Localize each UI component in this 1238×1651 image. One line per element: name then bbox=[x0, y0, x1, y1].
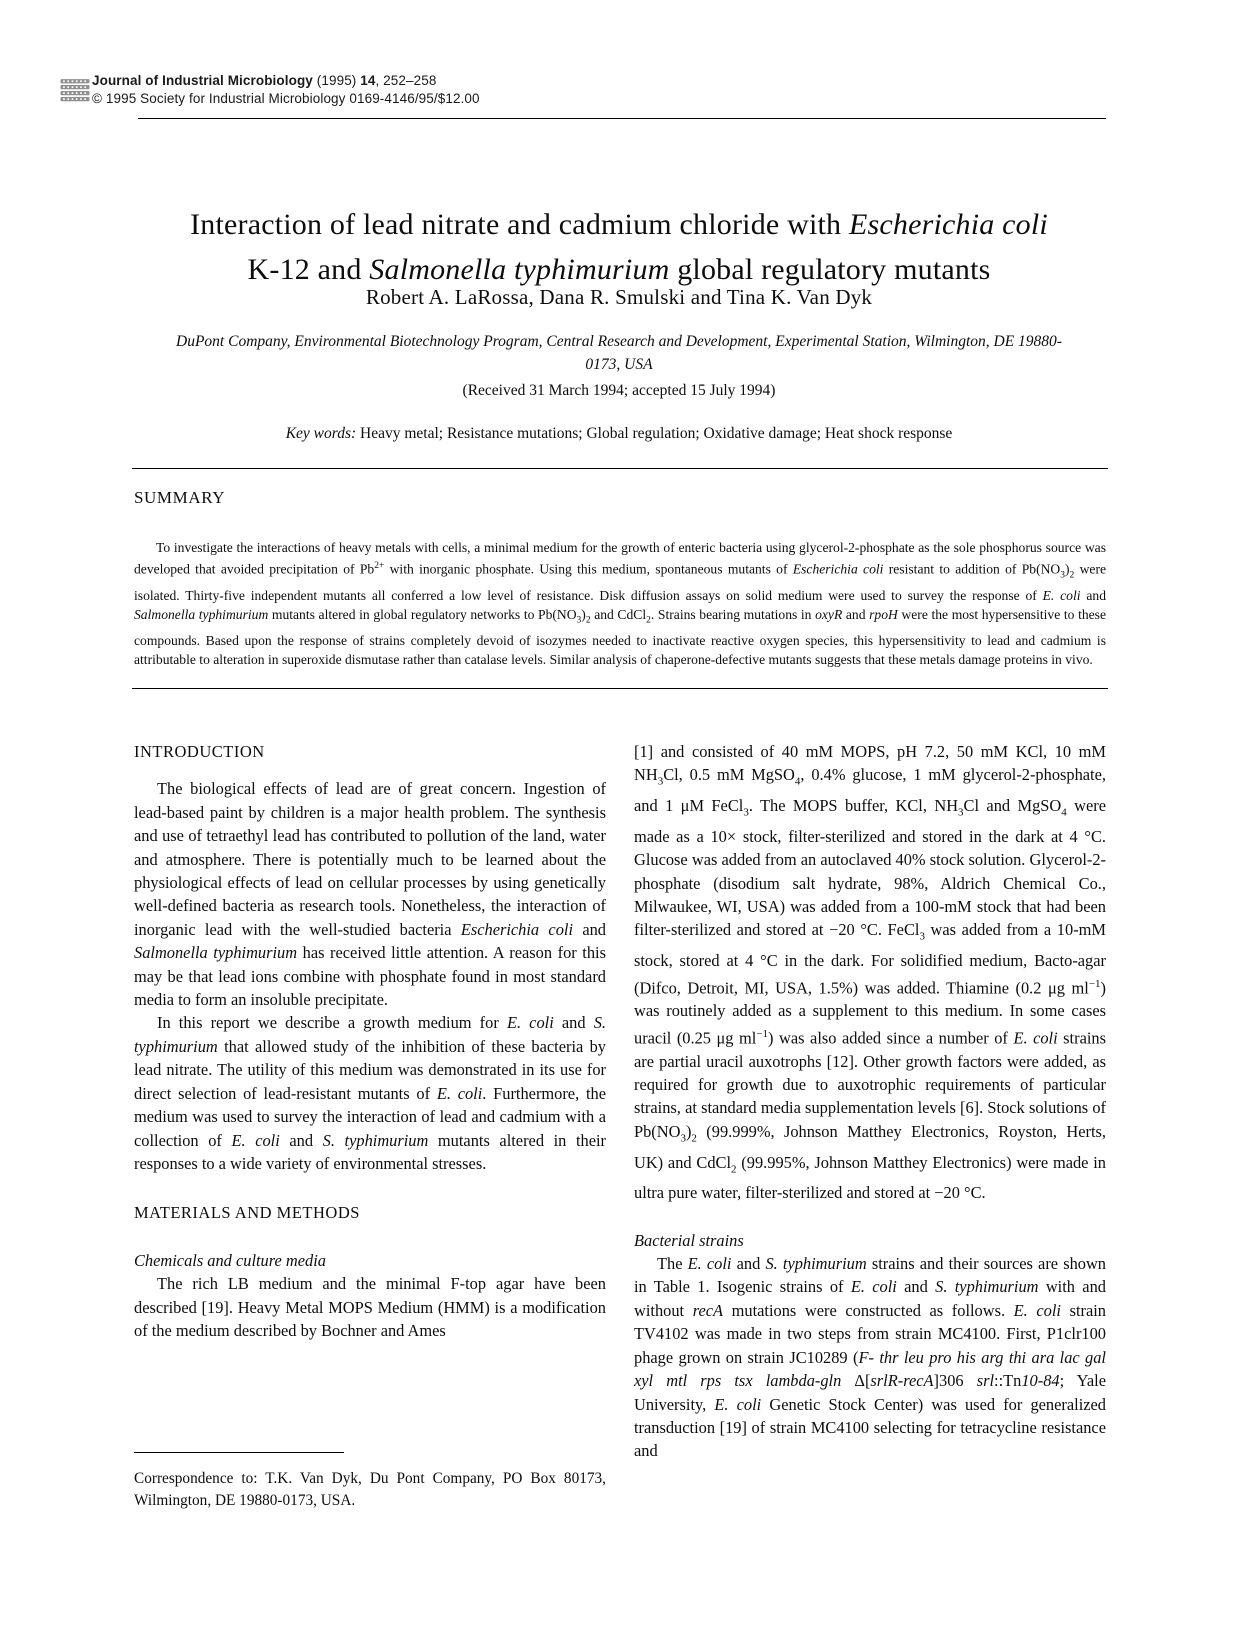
summary-top-divider bbox=[132, 468, 1108, 469]
journal-year: (1995) bbox=[312, 73, 361, 88]
keywords-text: Heavy metal; Resistance mutations; Global regulation; Oxidative damage; Heat shock response bbox=[356, 425, 953, 442]
journal-pages: , 252–258 bbox=[375, 73, 437, 88]
intro-paragraph-2: In this report we describe a growth medium for E. coli and S. typhimurium that allowed study of the inhibition of these bacteria by lead nitrate. The utility of this medium was demonstrated in its use for direct selection of lead-resistant mutants of E. coli. Furthermore, the medium was used to survey the interaction of lead and cadmium with a collection of E. coli and S. typhimurium mutants altered in their responses to a wide variety of environmental stresses. bbox=[134, 1013, 606, 1173]
page-title bbox=[110, 202, 1128, 292]
subsection-heading-chemicals: Chemicals and culture media bbox=[134, 1250, 326, 1270]
subsection-heading-bacterial-strains: Bacterial strains bbox=[634, 1230, 744, 1250]
keywords bbox=[110, 425, 1128, 443]
title-line2-italic: Salmonella typhimurium bbox=[369, 253, 670, 287]
keywords-label: Key words: bbox=[285, 425, 357, 442]
title-line2-plain: K-12 and bbox=[247, 253, 370, 287]
section-heading-introduction: INTRODUCTION bbox=[134, 742, 265, 761]
journal-name: Journal of Industrial Microbiology bbox=[92, 73, 313, 88]
journal-citation-line bbox=[92, 72, 480, 90]
title-line1-italic: Escherichia coli bbox=[848, 208, 1048, 242]
summary-heading: SUMMARY bbox=[134, 488, 226, 507]
header-divider bbox=[138, 118, 1106, 119]
summary-bottom-divider bbox=[132, 688, 1108, 689]
title-line2-tail: global regulatory mutants bbox=[669, 253, 991, 287]
column-left bbox=[134, 740, 606, 1342]
title-line1-plain: Interaction of lead nitrate and cadmium chloride with bbox=[190, 208, 849, 242]
footnote-divider bbox=[134, 1452, 344, 1453]
journal-copyright-line: © 1995 Society for Industrial Microbiology 0169-4146/95/$12.00 bbox=[92, 91, 480, 106]
summary-text: To investigate the interactions of heavy metals with cells, a minimal medium for the growth of enteric bacteria using glycerol-2-phosphate as the sole phosphorus source was developed that avoided precipitation of $Pb^{2+}$ with inorganic phosphate. Using this medium, spontaneous mutants of Escherichia coli resistant to addition of $Pb(NO_3)_2$ were isolated. Thirty-five independent mutants all conferred a low level of resistance. Disk diffusion assays on solid medium were used to survey the response of E. coli and Salmonella typhimurium mutants altered in global regulatory networks to $Pb(NO_3)_2$ and CdCl$_2$. Strains bearing mutations in oxyR and rpoH were the most hypersensitive to these compounds. Based upon the response of strains completely devoid of isozymes needed to inactivate reactive oxygen species, this hypersensitivity to lead and cadmium is attributable to alteration in superoxide dismutase rather than catalase levels. Similar analysis of chaperone-defective mutants suggests that these metals damage proteins in vivo. bbox=[134, 540, 1106, 668]
section-heading-materials: MATERIALS AND METHODS bbox=[134, 1203, 360, 1223]
correspondence-footnote: Correspondence to: T.K. Van Dyk, Du Pont Company, PO Box 80173, Wilmington, DE 19880-0173, USA. bbox=[134, 1470, 606, 1509]
journal-volume: 14 bbox=[360, 73, 376, 88]
chemicals-paragraph: The rich LB medium and the minimal F-top agar have been described [19]. Heavy Metal MOPS Medium (HMM) is a modification of the medium described by Bochner and Ames bbox=[134, 1274, 606, 1340]
intro-paragraph-1: The biological effects of lead are of great concern. Ingestion of lead-based paint by children is a major health problem. The synthesis and use of tetraethyl lead has contributed to pollution of the land, water and atmosphere. There is potentially much to be learned about the physiological effects of lead on cellular processes by using genetically well-defined bacteria as research tools. Nonetheless, the interaction of inorganic lead with the well-studied bacteria Escherichia coli and Salmonella typhimurium has received little attention. A reason for this may be that lead ions combine with phosphate found in most standard media to form an insoluble precipitate. bbox=[134, 779, 606, 1010]
journal-header bbox=[92, 72, 1088, 108]
bacterial-strains-paragraph: The E. coli and S. typhimurium strains and their sources are shown in Table 1. Isogenic strains of E. coli and S. typhimurium with and without recA mutations were constructed as follows. E. coli strain TV4102 was made in two steps from strain MC4100. First, P1clr100 phage grown on strain JC10289 (F- thr leu pro his arg thi ara lac gal xyl mtl rps tsx lambda-gln Δ[srlR-recA]306 srl::Tn10-84; Yale University, E. coli Genetic Stock Center) was used for generalized transduction [19] of strain MC4100 selecting for tetracycline resistance and bbox=[634, 1254, 1106, 1461]
journal-emblem-icon bbox=[58, 74, 92, 108]
author-list: Robert A. LaRossa, Dana R. Smulski and Tina K. Van Dyk bbox=[365, 285, 873, 309]
affiliation: DuPont Company, Environmental Biotechnology Program, Central Research and Development, Experimental Station, Wilmington, DE 19880-0173, USA bbox=[176, 333, 1062, 373]
methods-paragraph-continued: [1] and consisted of 40 mM MOPS, pH 7.2, 50 mM KCl, 10 mM $NH_3Cl$, 0.5 mM MgSO$_4$, 0.4% glucose, 1 mM glycerol-2-phosphate, and 1 μM FeCl$_3$. The MOPS buffer, KCl, $NH_3Cl$ and MgSO$_4$ were made as a 10× stock, filter-sterilized and stored in the dark at 4 °C. Glucose was added from an autoclaved 40% stock solution. Glycerol-2-phosphate (disodium salt hydrate, 98%, Aldrich Chemical Co., Milwaukee, WI, USA) was added from a 100-mM stock that had been filter-sterilized and stored at −20 °C. FeCl$_3$ was added from a 10-mM stock, stored at 4 °C in the dark. For solidified medium, Bacto-agar (Difco, Detroit, MI, USA, 1.5%) was added. Thiamine (0.2 μg $ml^{-1}$) was routinely added as a supplement to this medium. In some cases uracil (0.25 μg $ml^{-1}$) was also added since a number of E. coli strains are partial uracil auxotrophs [12]. Other growth factors were added, as required for growth due to auxotrophic requirements of particular strains, at standard media supplementation levels [6]. Stock solutions of $Pb(NO_3)_2$ (99.999%, Johnson Matthey Electronics, Royston, Herts, UK) and CdCl$_2$ (99.995%, Johnson Matthey Electronics) were made in ultra pure water, filter-sterilized and stored at −20 °C. bbox=[634, 742, 1106, 1203]
received-date: (Received 31 March 1994; accepted 15 July 1994) bbox=[462, 382, 776, 399]
column-right bbox=[634, 740, 1106, 1463]
